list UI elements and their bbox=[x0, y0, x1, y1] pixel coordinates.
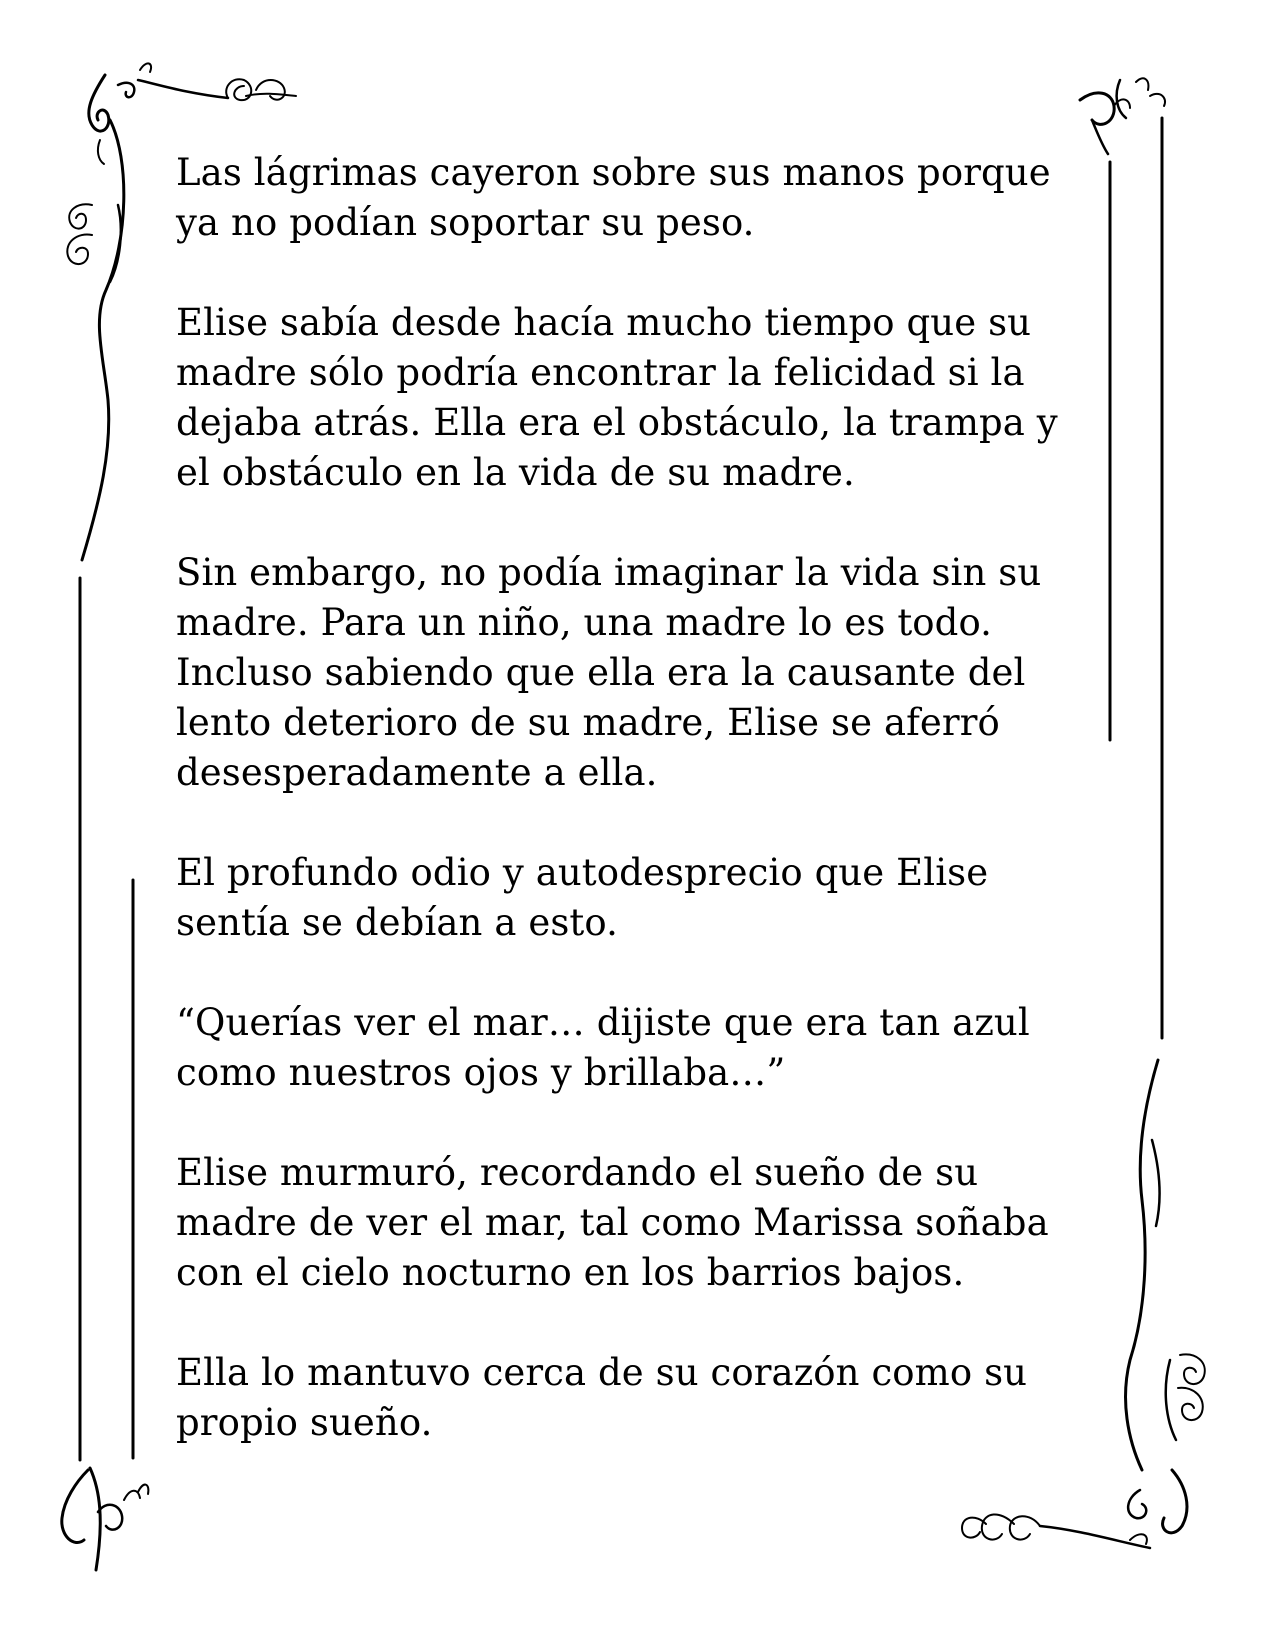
text-line: Elise sabía desde hacía mucho tiempo que su bbox=[176, 301, 1032, 344]
paragraph-5-quote bbox=[176, 998, 1096, 1098]
text-line: desesperadamente a ella. bbox=[176, 751, 658, 794]
document-body bbox=[176, 148, 1096, 1498]
text-line: Sin embargo, no podía imaginar la vida sin su bbox=[176, 551, 1042, 594]
text-line: El profundo odio y autodesprecio que Elise bbox=[176, 851, 989, 894]
paragraph-7 bbox=[176, 1348, 1096, 1448]
text-line: dejaba atrás. Ella era el obstáculo, la trampa y bbox=[176, 401, 1058, 444]
text-line: Incluso sabiendo que ella era la causante del bbox=[176, 651, 1026, 694]
text-line: sentía se debían a esto. bbox=[176, 901, 618, 944]
top-right-flourish-icon bbox=[1080, 78, 1165, 154]
text-line: propio sueño. bbox=[176, 1401, 433, 1444]
text-line: lento deterioro de su madre, Elise se aferró bbox=[176, 701, 1000, 744]
text-line: el obstáculo en la vida de su madre. bbox=[176, 451, 855, 494]
text-line: Ella lo mantuvo cerca de su corazón como su bbox=[176, 1351, 1028, 1394]
bottom-left-flourish-icon bbox=[62, 1468, 149, 1570]
paragraph-6 bbox=[176, 1148, 1096, 1298]
text-line: con el cielo nocturno en los barrios bajos. bbox=[176, 1251, 965, 1294]
paragraph-4 bbox=[176, 848, 1096, 948]
paragraph-3 bbox=[176, 548, 1096, 798]
text-line: ya no podían soportar su peso. bbox=[176, 201, 755, 244]
text-line: Elise murmuró, recordando el sueño de su bbox=[176, 1151, 979, 1194]
text-line: madre sólo podría encontrar la felicidad si la bbox=[176, 351, 1025, 394]
paragraph-2 bbox=[176, 298, 1096, 498]
text-line: madre de ver el mar, tal como Marissa soñaba bbox=[176, 1201, 1049, 1244]
text-line: como nuestros ojos y brillaba…” bbox=[176, 1051, 786, 1094]
text-line: Las lágrimas cayeron sobre sus manos porque bbox=[176, 151, 1051, 194]
text-line: madre. Para un niño, una madre lo es todo. bbox=[176, 601, 993, 644]
text-line: “Querías ver el mar… dijiste que era tan azul bbox=[176, 1001, 1030, 1044]
paragraph-1 bbox=[176, 148, 1096, 248]
